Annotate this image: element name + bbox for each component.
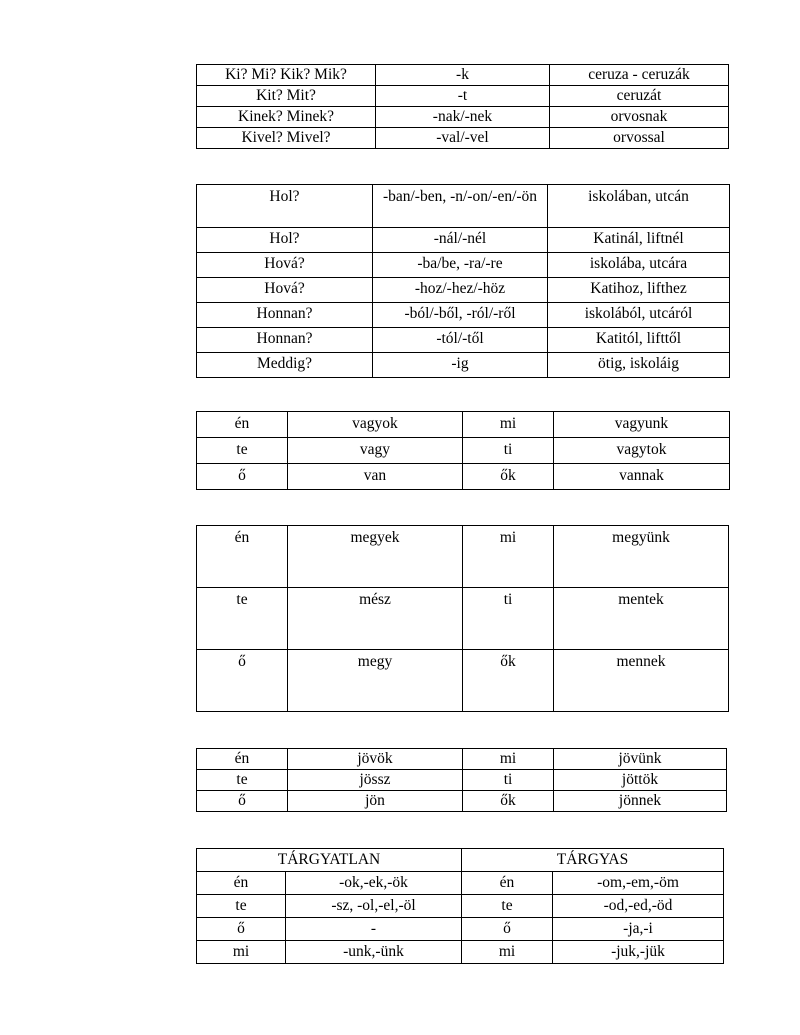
pronoun-cell: mi xyxy=(463,526,554,588)
verb-form-cell: jössz xyxy=(288,770,463,791)
header-targyatlan: TÁRGYATLAN xyxy=(197,849,462,872)
pronoun-cell: ő xyxy=(197,791,288,812)
example-cell: ötig, iskoláig xyxy=(548,353,730,378)
verb-form-cell: mennek xyxy=(554,650,729,712)
ending-cell: -juk,-jük xyxy=(553,941,724,964)
table-row xyxy=(197,86,729,107)
table-row xyxy=(197,278,730,303)
example-cell: orvossal xyxy=(550,128,729,149)
suffix-cell: -nál/-nél xyxy=(373,228,548,253)
table-row xyxy=(197,895,724,918)
table-header-row xyxy=(197,849,724,872)
ending-cell: - xyxy=(286,918,462,941)
verb-form-cell: van xyxy=(288,464,463,490)
suffix-cell: -val/-vel xyxy=(376,128,550,149)
verb-form-cell: jönnek xyxy=(554,791,727,812)
table-row xyxy=(197,791,727,812)
pronoun-cell: ők xyxy=(463,650,554,712)
table-row xyxy=(197,65,729,86)
ending-cell: -sz, -ol,-el,-öl xyxy=(286,895,462,918)
verb-form-cell: megy xyxy=(288,650,463,712)
suffix-cell: -ban/-ben, -n/-on/-en/-ön xyxy=(373,185,548,228)
suffix-cell: -tól/-től xyxy=(373,328,548,353)
pronoun-cell: ő xyxy=(197,650,288,712)
question-cell: Kinek? Minek? xyxy=(197,107,376,128)
pronoun-cell: mi xyxy=(463,412,554,438)
pronoun-cell: én xyxy=(462,872,553,895)
conjugation-endings-table xyxy=(196,848,724,964)
pronoun-cell: mi xyxy=(197,941,286,964)
pronoun-cell: te xyxy=(197,438,288,464)
ending-cell: -unk,-ünk xyxy=(286,941,462,964)
question-cell: Ki? Mi? Kik? Mik? xyxy=(197,65,376,86)
table-row xyxy=(197,941,724,964)
pronoun-cell: én xyxy=(197,526,288,588)
example-cell: Katitól, lifttől xyxy=(548,328,730,353)
suffix-cell: -t xyxy=(376,86,550,107)
verb-form-cell: jövök xyxy=(288,749,463,770)
verb-form-cell: jöttök xyxy=(554,770,727,791)
pronoun-cell: ők xyxy=(463,464,554,490)
question-cell: Honnan? xyxy=(197,328,373,353)
question-cell: Meddig? xyxy=(197,353,373,378)
table-row xyxy=(197,918,724,941)
table-row xyxy=(197,253,730,278)
table-row xyxy=(197,128,729,149)
table-row xyxy=(197,526,729,588)
table-row xyxy=(197,107,729,128)
pronoun-cell: én xyxy=(197,412,288,438)
table-row xyxy=(197,228,730,253)
example-cell: Katihoz, lifthez xyxy=(548,278,730,303)
table-row xyxy=(197,650,729,712)
table-row xyxy=(197,438,730,464)
pronoun-cell: ők xyxy=(463,791,554,812)
pronoun-cell: te xyxy=(462,895,553,918)
suffix-cell: -ba/be, -ra/-re xyxy=(373,253,548,278)
table-row xyxy=(197,872,724,895)
pronoun-cell: ti xyxy=(463,438,554,464)
table-row xyxy=(197,412,730,438)
ending-cell: -ok,-ek,-ök xyxy=(286,872,462,895)
verb-form-cell: vagytok xyxy=(554,438,730,464)
verb-form-cell: jövünk xyxy=(554,749,727,770)
table-row xyxy=(197,185,730,228)
question-cell: Kit? Mit? xyxy=(197,86,376,107)
pronoun-cell: te xyxy=(197,588,288,650)
pronoun-cell: mi xyxy=(463,749,554,770)
example-cell: ceruza - ceruzák xyxy=(550,65,729,86)
question-cell: Kivel? Mivel? xyxy=(197,128,376,149)
question-cell: Hová? xyxy=(197,278,373,303)
example-cell: iskolában, utcán xyxy=(548,185,730,228)
ending-cell: -om,-em,-öm xyxy=(553,872,724,895)
example-cell: ceruzát xyxy=(550,86,729,107)
ending-cell: -ja,-i xyxy=(553,918,724,941)
pronoun-cell: ti xyxy=(463,588,554,650)
pronoun-cell: te xyxy=(197,770,288,791)
verb-form-cell: vagyunk xyxy=(554,412,730,438)
verb-form-cell: mentek xyxy=(554,588,729,650)
header-targyas: TÁRGYAS xyxy=(462,849,724,872)
table-row xyxy=(197,353,730,378)
suffix-cell: -nak/-nek xyxy=(376,107,550,128)
pronoun-cell: ti xyxy=(463,770,554,791)
verb-form-cell: vannak xyxy=(554,464,730,490)
table-row xyxy=(197,749,727,770)
pronoun-cell: ő xyxy=(462,918,553,941)
pronoun-cell: ő xyxy=(197,918,286,941)
verb-form-cell: vagyok xyxy=(288,412,463,438)
pronoun-cell: mi xyxy=(462,941,553,964)
example-cell: iskolából, utcáról xyxy=(548,303,730,328)
table-row xyxy=(197,328,730,353)
pronoun-cell: te xyxy=(197,895,286,918)
suffix-cell: -ig xyxy=(373,353,548,378)
case-suffix-table xyxy=(196,64,729,149)
suffix-cell: -k xyxy=(376,65,550,86)
suffix-cell: -hoz/-hez/-höz xyxy=(373,278,548,303)
question-cell: Hol? xyxy=(197,185,373,228)
verb-form-cell: megyünk xyxy=(554,526,729,588)
verb-form-cell: megyek xyxy=(288,526,463,588)
conjugation-table-jonni xyxy=(196,748,727,812)
suffix-cell: -ból/-ből, -ról/-ről xyxy=(373,303,548,328)
pronoun-cell: ő xyxy=(197,464,288,490)
ending-cell: -od,-ed,-öd xyxy=(553,895,724,918)
example-cell: Katinál, liftnél xyxy=(548,228,730,253)
example-cell: iskolába, utcára xyxy=(548,253,730,278)
verb-form-cell: vagy xyxy=(288,438,463,464)
table-row xyxy=(197,770,727,791)
example-cell: orvosnak xyxy=(550,107,729,128)
question-cell: Hol? xyxy=(197,228,373,253)
table-row xyxy=(197,588,729,650)
verb-form-cell: mész xyxy=(288,588,463,650)
table-row xyxy=(197,303,730,328)
question-cell: Hová? xyxy=(197,253,373,278)
conjugation-table-menni xyxy=(196,525,729,712)
table-row xyxy=(197,464,730,490)
pronoun-cell: én xyxy=(197,749,288,770)
verb-form-cell: jön xyxy=(288,791,463,812)
location-suffix-table xyxy=(196,184,730,378)
pronoun-cell: én xyxy=(197,872,286,895)
question-cell: Honnan? xyxy=(197,303,373,328)
conjugation-table-lenni xyxy=(196,411,730,490)
